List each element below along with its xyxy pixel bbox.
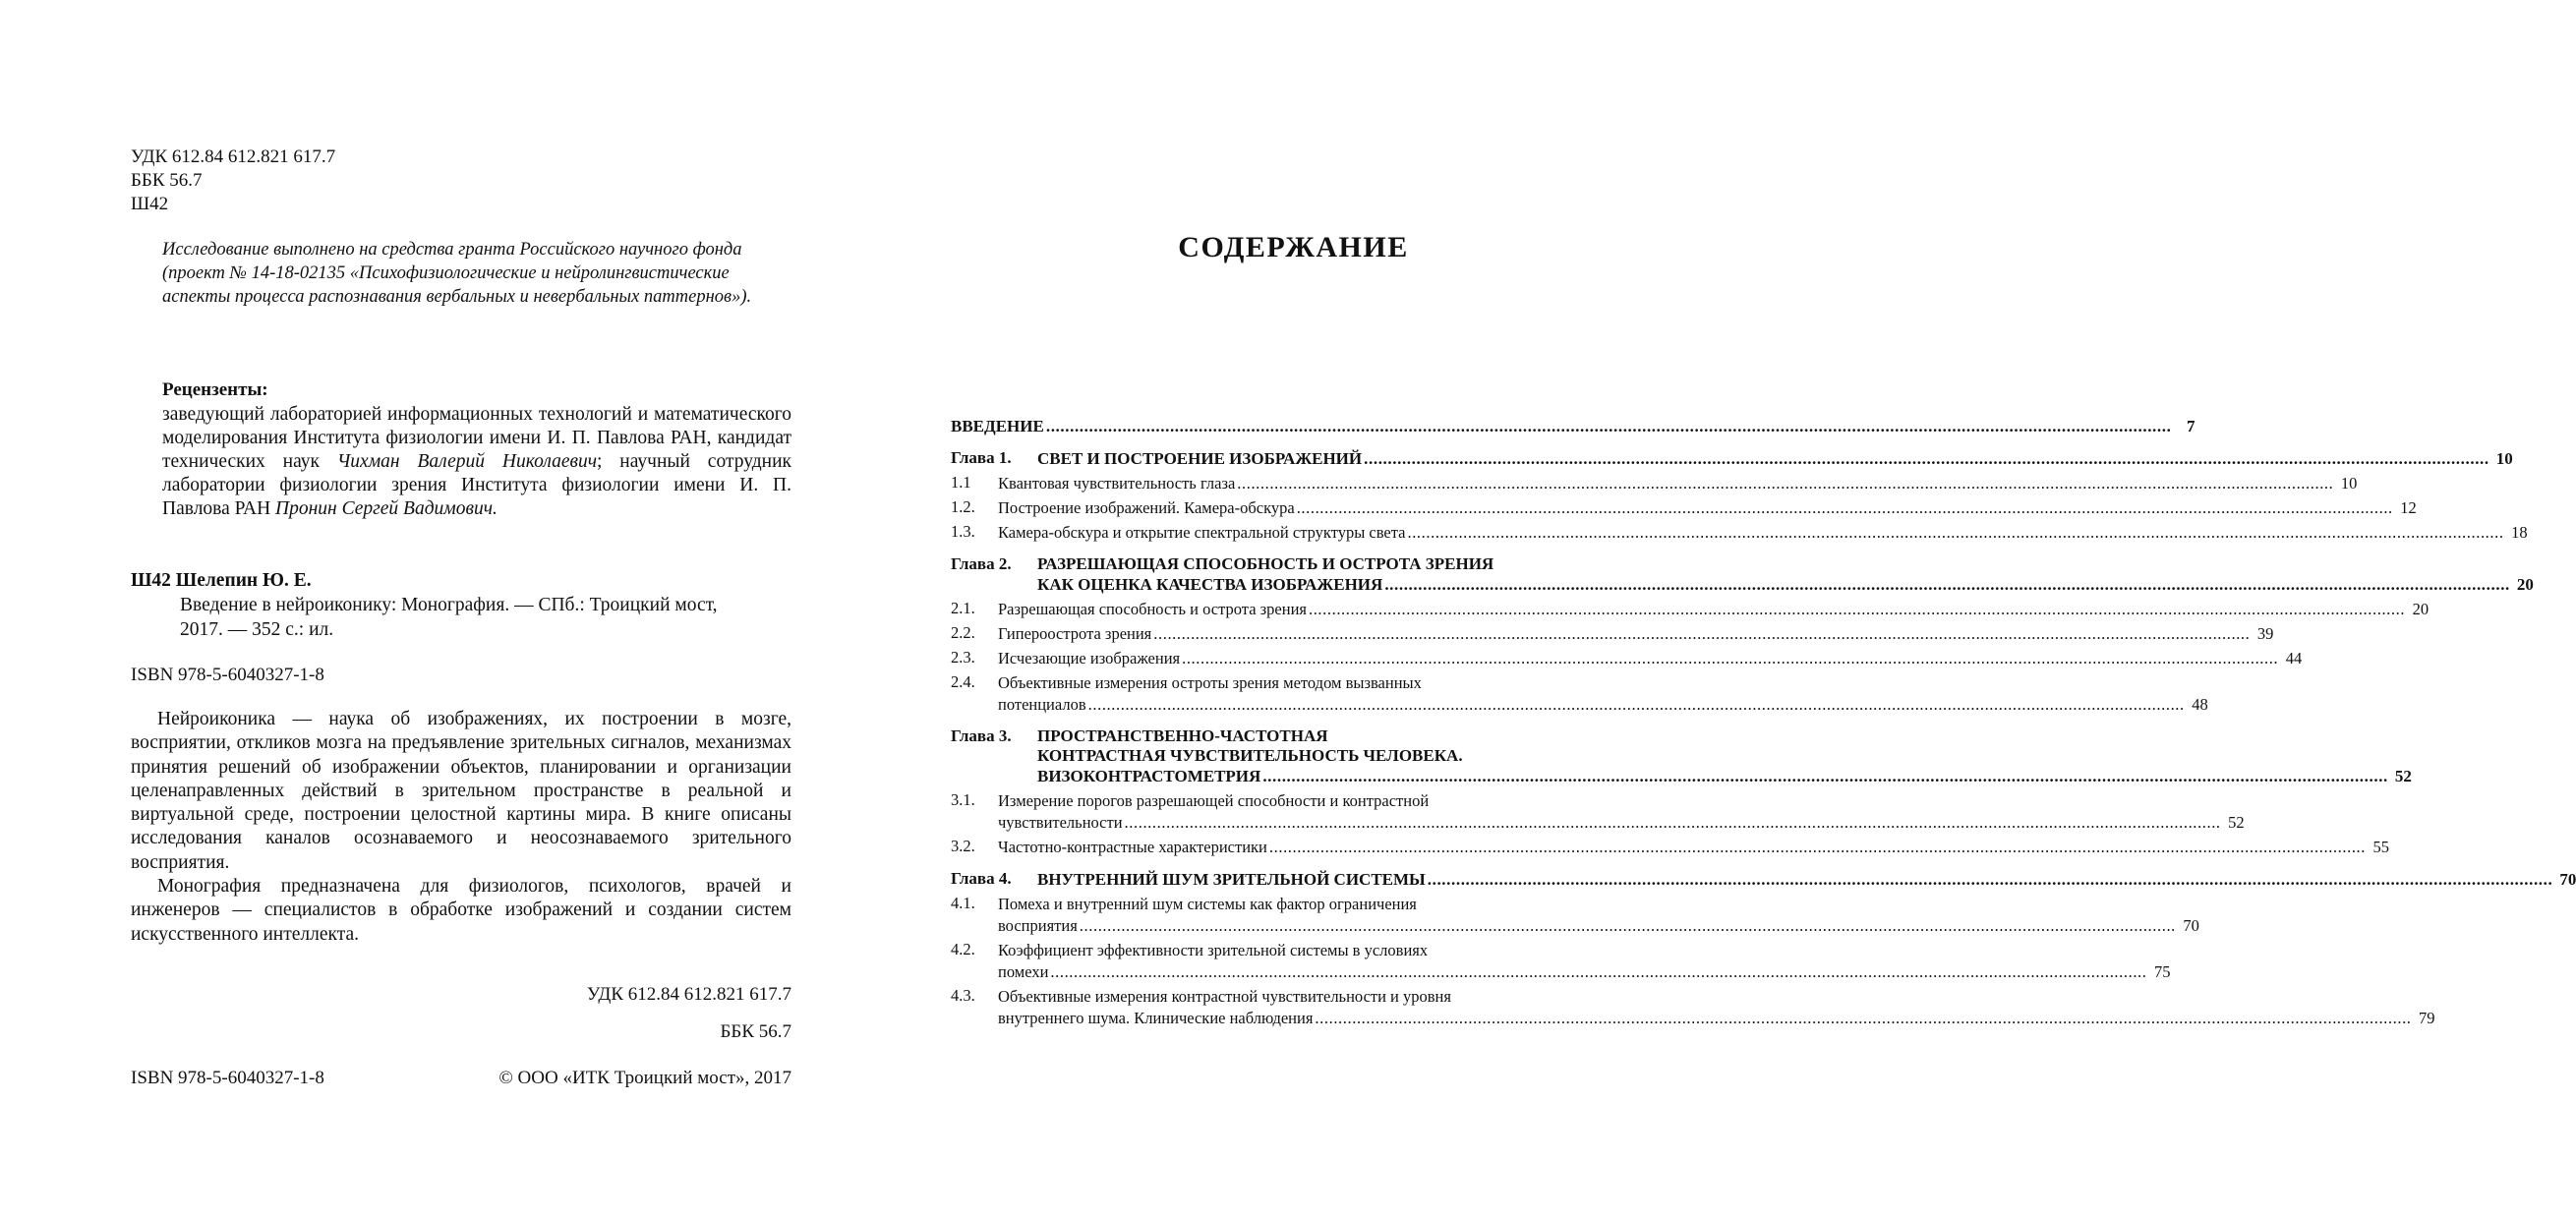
toc-section-1-2[interactable] (951, 497, 2417, 519)
udk-code-bottom: УДК 612.84 612.821 617.7 (586, 984, 791, 1005)
bib-line-2: 2017. — 352 с.: ил. (180, 619, 334, 640)
abstract-paragraph-2: Монография предназначена для физиологов, психологов, врачей и инженеров — специалистов в обработке изображений и создании систем искусственного интеллекта. (131, 876, 791, 945)
section-text: Построение изображений. Камера-обскура (998, 498, 1295, 517)
isbn: ISBN 978-5-6040327-1-8 (131, 665, 324, 685)
chapter-line (1037, 766, 2412, 787)
left-page (0, 0, 862, 1219)
section-line (998, 790, 2245, 812)
dot-leader (1428, 869, 2553, 891)
grant-note: Исследование выполнено на средства гранта Российского научного фонда (проект № 14-18-02135 «Психофизиологические и нейролингвистические аспекты процесса распознавания вербальных и невербальных паттернов»). (162, 240, 752, 307)
chapter-title (1037, 726, 2412, 787)
section-line (998, 940, 2171, 961)
dot-leader (1315, 1008, 2411, 1029)
section-text: восприятия (998, 916, 1078, 935)
dot-leader (1125, 812, 2221, 834)
classification-codes (131, 145, 335, 216)
section-page-number: 52 (2228, 813, 2245, 832)
section-text: Объективные измерения контрастной чувствительности и уровня (998, 987, 1451, 1006)
section-page-number: 79 (2419, 1009, 2435, 1027)
section-title (998, 940, 2171, 983)
toc-section-3-2[interactable] (951, 837, 2389, 858)
toc-chapter-2[interactable] (951, 554, 2534, 596)
chapter-page-number: 70 (2559, 870, 2576, 889)
chapter-number: Глава 1. (951, 448, 1012, 467)
dot-leader (1384, 574, 2510, 596)
chapter-number: Глава 2. (951, 554, 1012, 573)
section-text: Измерение порогов разрешающей способности и контрастной (998, 791, 1430, 810)
section-number: 4.1. (951, 894, 975, 912)
section-line (998, 648, 2302, 669)
section-line (998, 1008, 2435, 1029)
toc-entry-introduction[interactable] (951, 416, 2195, 437)
toc-section-2-4[interactable] (951, 672, 2208, 716)
reviewers-text (162, 403, 791, 521)
dot-leader (1309, 599, 2405, 620)
section-number: 2.2. (951, 623, 975, 642)
introduction-text: ВВЕДЕНИЕ (951, 417, 1044, 435)
section-title (998, 790, 2245, 834)
chapter-title (1037, 869, 2576, 891)
section-title (998, 623, 2273, 645)
toc-title: СОДЕРЖАНИЕ (1178, 231, 1409, 263)
section-line (998, 694, 2208, 716)
section-page-number: 10 (2340, 474, 2358, 493)
classification-codes-bottom (587, 976, 791, 1051)
section-line (998, 497, 2417, 519)
section-number: 1.1 (951, 473, 971, 492)
section-text: потенциалов (998, 695, 1086, 714)
isbn-bottom: ISBN 978-5-6040327-1-8 (131, 1068, 324, 1088)
toc-chapter-1[interactable] (951, 448, 2513, 470)
section-line (998, 915, 2199, 937)
dot-leader (1050, 961, 2146, 983)
section-title (998, 837, 2389, 858)
dot-leader (1407, 522, 2503, 544)
dot-leader (1088, 694, 2185, 716)
chapter-line (1037, 869, 2576, 891)
section-page-number: 44 (2285, 649, 2303, 668)
bbk-code: ББК 56.7 (131, 170, 203, 191)
toc-section-4-2[interactable] (951, 940, 2171, 983)
dot-leader (1237, 473, 2333, 494)
section-number: 2.4. (951, 672, 975, 691)
chapter-text: ВНУТРЕННИЙ ШУМ ЗРИТЕЛЬНОЙ СИСТЕМЫ (1037, 870, 1426, 889)
chapter-text: КАК ОЦЕНКА КАЧЕСТВА ИЗОБРАЖЕНИЯ (1037, 575, 1383, 594)
section-text: Гипероострота зрения (998, 624, 1152, 643)
section-page-number: 55 (2372, 838, 2389, 856)
section-line (998, 837, 2389, 858)
author-heading: Ш42 Шелепин Ю. Е. (131, 570, 312, 591)
chapter-page-number: 10 (2495, 449, 2513, 468)
dot-leader (1364, 448, 2489, 470)
chapter-title (1037, 554, 2534, 596)
section-page-number: 75 (2154, 962, 2171, 981)
section-page-number: 12 (2400, 498, 2417, 517)
section-page-number: 70 (2183, 916, 2199, 935)
section-number: 3.2. (951, 837, 975, 855)
toc-section-2-3[interactable] (951, 648, 2303, 669)
section-text: Камера-обскура и открытие спектральной структуры света (998, 523, 1406, 542)
section-text: чувствительности (998, 813, 1123, 832)
chapter-text: ПРОСТРАНСТВЕННО-ЧАСТОТНАЯ (1037, 726, 1328, 745)
section-text: Частотно-контрастные характеристики (998, 838, 1267, 856)
chapter-text: ВИЗОКОНТРАСТОМЕТРИЯ (1037, 767, 1261, 785)
introduction-line (951, 416, 2195, 437)
dot-leader (1297, 497, 2393, 519)
section-number: 1.3. (951, 522, 975, 541)
bib-line-1: Введение в нейроиконику: Монография. — СПб.: Троицкий мост, (180, 595, 718, 615)
section-number: 4.3. (951, 986, 975, 1005)
dot-leader (1182, 648, 2278, 669)
chapter-line (1037, 726, 2412, 746)
toc-section-2-1[interactable] (951, 599, 2430, 620)
section-text: Помеха и внутренний шум системы как фактор ограничения (998, 895, 1417, 913)
section-title (998, 672, 2208, 716)
section-text: Коэффициент эффективности зрительной системы в условиях (998, 941, 1429, 959)
toc-section-2-2[interactable] (951, 623, 2274, 645)
section-title (998, 986, 2435, 1029)
section-text: Квантовая чувствительность глаза (998, 474, 1236, 493)
chapter-text: СВЕТ И ПОСТРОЕНИЕ ИЗОБРАЖЕНИЙ (1037, 449, 1363, 468)
section-text: Объективные измерения остроты зрения методом вызванных (998, 673, 1422, 692)
section-line (998, 894, 2199, 915)
section-text: Исчезающие изображения (998, 649, 1181, 668)
toc-section-4-1[interactable] (951, 894, 2199, 937)
section-number: 4.2. (951, 940, 975, 958)
section-page-number: 18 (2511, 523, 2528, 542)
section-number: 2.3. (951, 648, 975, 667)
chapter-number: Глава 4. (951, 869, 1012, 888)
dot-leader (1046, 416, 2172, 437)
section-page-number: 48 (2192, 695, 2208, 714)
toc-chapter-4[interactable] (951, 869, 2576, 891)
dot-leader (1262, 766, 2388, 787)
copyright: © ООО «ИТК Троицкий мост», 2017 (498, 1068, 791, 1088)
abstract-paragraph-1: Нейроиконика — наука об изображениях, их построении в мозге, восприятии, откликов мозга на предъявление зрительных сигналов, механизмах принятия решений об изображении объектов, планировании и организации целенаправленных действий в зрительном пространстве в реальной и виртуальной среде, построении целостной картины мира. В книге описаны исследования каналов осознаваемого и неосознаваемого зрительного восприятия. (131, 709, 791, 873)
toc-section-3-1[interactable] (951, 790, 2245, 834)
section-line (998, 599, 2429, 620)
table-of-contents (951, 416, 2576, 1029)
section-title (998, 648, 2302, 669)
section-text: Разрешающая способность и острота зрения (998, 600, 1307, 618)
chapter-line (1037, 448, 2513, 470)
chapter-text: КОНТРАСТНАЯ ЧУВСТВИТЕЛЬНОСТЬ ЧЕЛОВЕКА. (1037, 746, 1463, 765)
bbk-code-bottom: ББК 56.7 (720, 1021, 791, 1042)
dot-leader (1269, 837, 2366, 858)
section-line (998, 986, 2435, 1008)
reviewer-name-1: Чихман Валерий Николаевич (336, 451, 598, 472)
dot-leader (1153, 623, 2250, 645)
toc-entry-text (951, 416, 2195, 437)
section-number: 2.1. (951, 599, 975, 617)
chapter-number: Глава 3. (951, 726, 1012, 745)
chapter-line (1037, 554, 2534, 574)
section-line (998, 473, 2357, 494)
reviewers-text-part1: заведующий лабораторией информационных технологий и математического моделирования Института физиологии имени И. П. Павлова РАН, кандидат технических наук (162, 404, 791, 472)
toc-section-1-3[interactable] (951, 522, 2528, 544)
section-line (998, 812, 2245, 834)
right-page (862, 0, 2576, 1219)
section-page-number: 39 (2256, 624, 2274, 643)
section-title (998, 473, 2357, 494)
dot-leader (1080, 915, 2176, 937)
section-title (998, 522, 2528, 544)
section-page-number: 20 (2412, 600, 2430, 618)
section-title (998, 497, 2417, 519)
section-line (998, 623, 2273, 645)
chapter-line (1037, 574, 2534, 596)
bibliographic-entry (180, 593, 791, 642)
reviewer-name-2: Пронин Сергей Вадимович. (275, 498, 498, 519)
section-title (998, 599, 2429, 620)
section-title (998, 894, 2199, 937)
toc-section-4-3[interactable] (951, 986, 2435, 1029)
introduction-page-number: 7 (2186, 417, 2195, 435)
chapter-page-number: 52 (2394, 767, 2412, 785)
reviewers-text-part2: ; научный сотрудник лаборатории физиологии зрения Института физиологии имени И. П. Павлова РАН (162, 451, 791, 519)
chapter-line (1037, 746, 2412, 766)
section-line (998, 672, 2208, 694)
toc-section-1-1[interactable] (951, 473, 2358, 494)
section-number: 3.1. (951, 790, 975, 809)
section-text: помехи (998, 962, 1049, 981)
section-number: 1.2. (951, 497, 975, 516)
section-text: внутреннего шума. Клинические наблюдения (998, 1009, 1314, 1027)
author-mark: Ш42 (131, 194, 169, 214)
section-line (998, 961, 2171, 983)
udk-code: УДК 612.84 612.821 617.7 (131, 146, 336, 167)
abstract (131, 708, 791, 947)
reviewers-title: Рецензенты: (162, 379, 268, 400)
chapter-text: РАЗРЕШАЮЩАЯ СПОСОБНОСТЬ И ОСТРОТА ЗРЕНИЯ (1037, 554, 1494, 573)
chapter-title (1037, 448, 2513, 470)
chapter-page-number: 20 (2516, 575, 2534, 594)
toc-chapter-3[interactable] (951, 726, 2412, 787)
section-line (998, 522, 2528, 544)
